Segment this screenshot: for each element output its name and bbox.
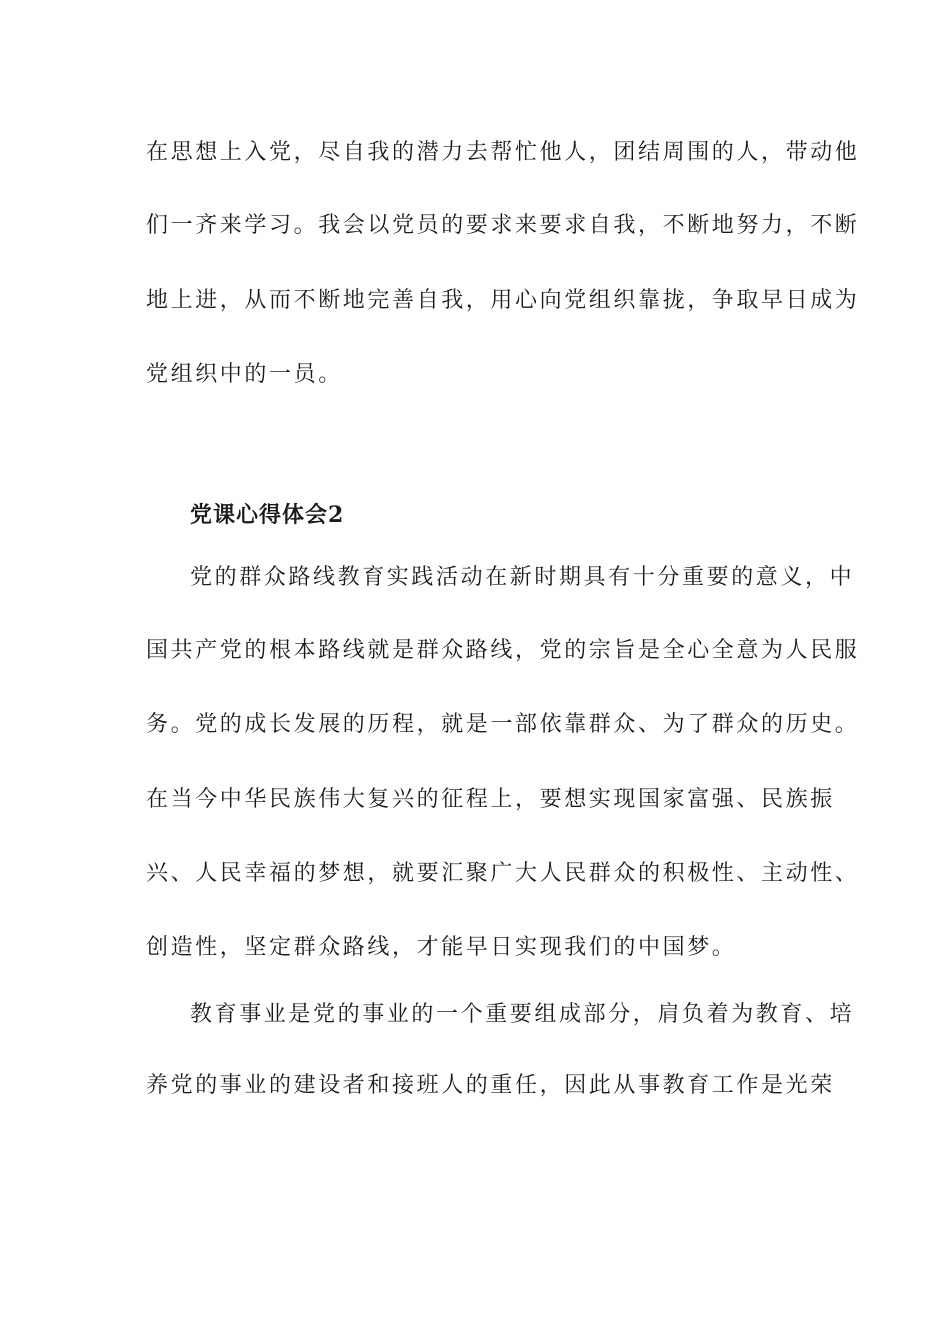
paragraph-3-line-2: 养党的事业的建设者和接班人的重任，因此从事教育工作是光荣 (146, 1073, 835, 1098)
paragraph-2-line-3: 务。党的成长发展的历程，就是一部依靠群众、为了群众的历史。 (146, 712, 860, 737)
paragraph-2-line-1: 党的群众路线教育实践活动在新时期具有十分重要的意义，中 (190, 565, 855, 590)
paragraph-2-line-4: 在当今中华民族伟大复兴的征程上，要想实现国家富强、民族振 (146, 787, 835, 812)
paragraph-1-line-1: 在思想上入党，尽自我的潜力去帮忙他人，团结周围的人，带动他 (146, 140, 860, 165)
paragraph-1-line-4: 党组织中的一员。 (146, 362, 343, 387)
paragraph-2-line-5: 兴、人民幸福的梦想，就要汇聚广大人民群众的积极性、主动性、 (146, 861, 860, 886)
paragraph-1-line-2: 们一齐来学习。我会以党员的要求来要求自我，不断地努力，不断 (146, 213, 860, 238)
paragraph-2-line-2: 国共产党的根本路线就是群众路线，党的宗旨是全心全意为人民服 (146, 638, 860, 663)
section-heading: 党课心得体会2 (190, 502, 345, 528)
paragraph-1-line-3: 地上进，从而不断地完善自我，用心向党组织靠拢，争取早日成为 (146, 288, 860, 313)
paragraph-2-line-6: 创造性，坚定群众路线，才能早日实现我们的中国梦。 (146, 935, 737, 960)
paragraph-3-line-1: 教育事业是党的事业的一个重要组成部分，肩负着为教育、培 (190, 1002, 855, 1027)
